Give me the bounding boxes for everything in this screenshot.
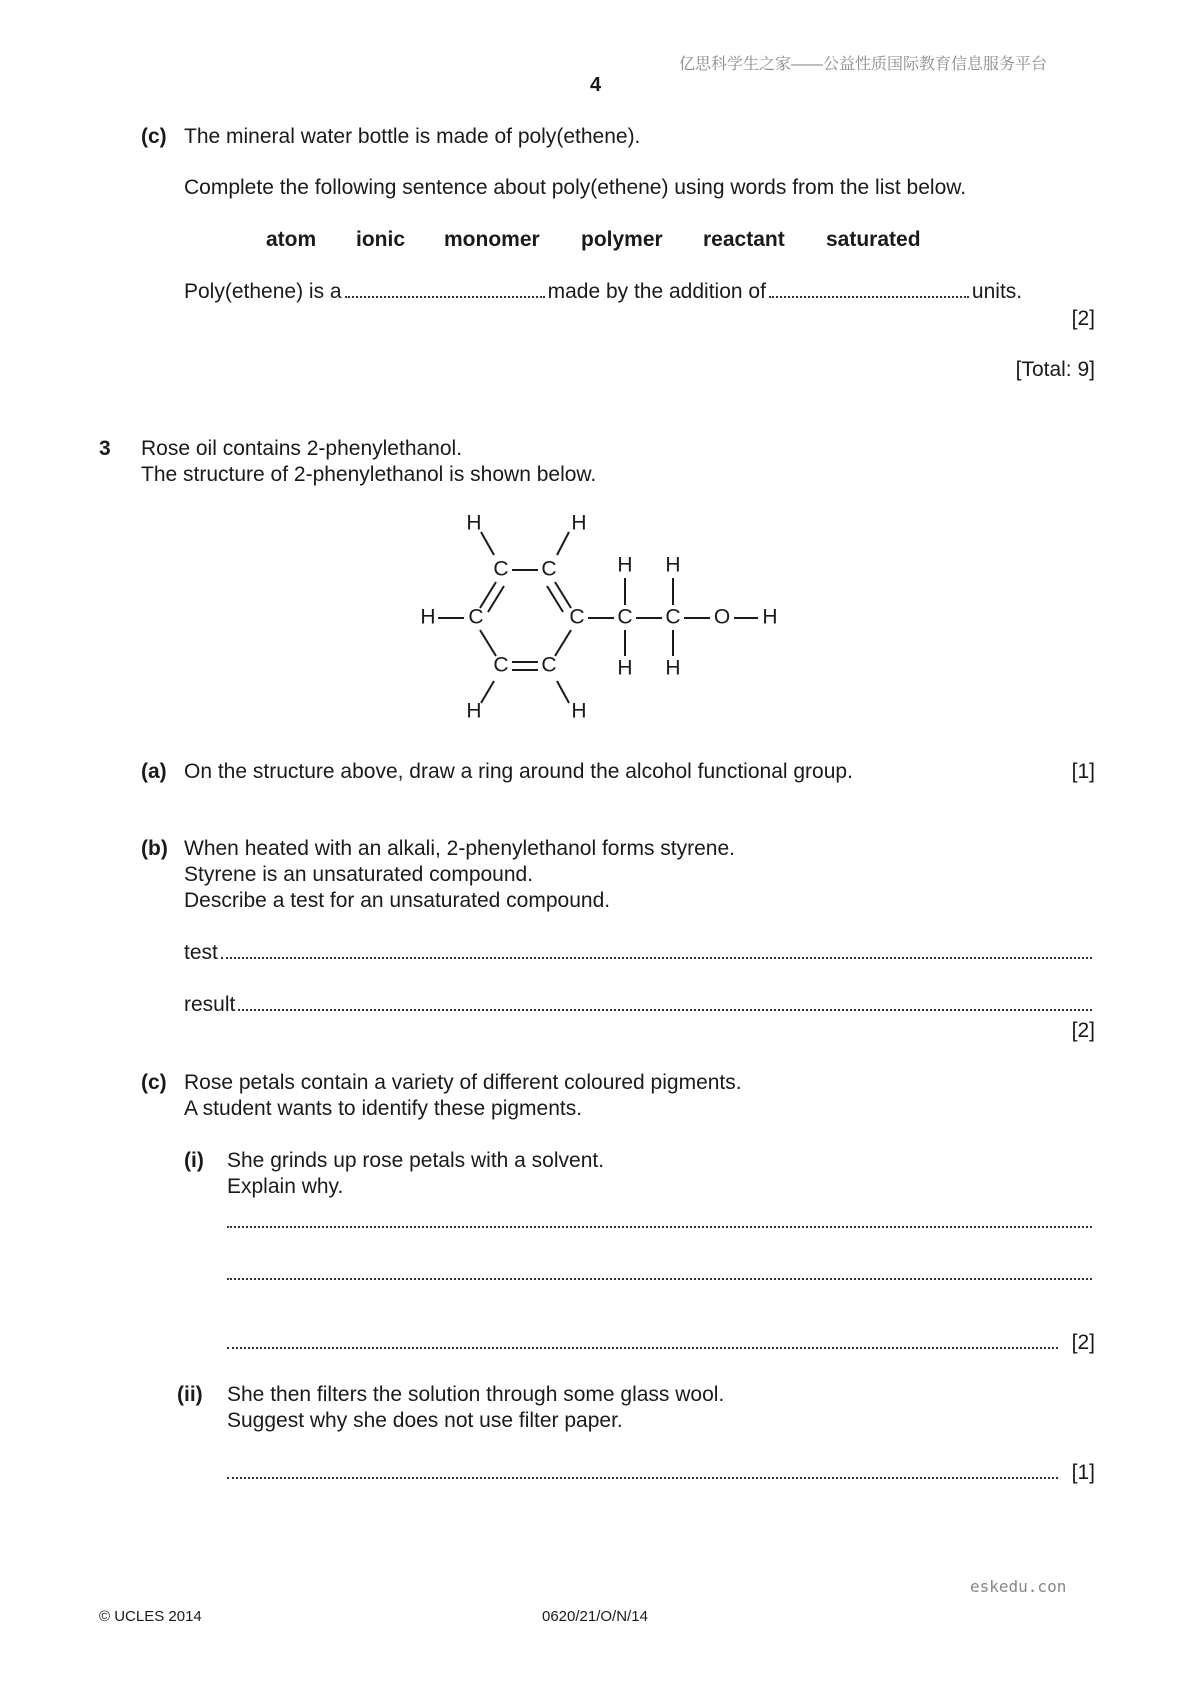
q2c-marks: [2] (1071, 307, 1095, 330)
sentence-part: units. (971, 280, 1023, 303)
answer-line[interactable] (238, 1009, 1092, 1011)
answer-dots[interactable] (227, 1477, 1058, 1479)
atom-h: H (466, 699, 482, 720)
q2c-sentence (184, 279, 1061, 305)
atom-h: H (571, 699, 587, 720)
q3ci-line1: She grinds up rose petals with a solvent. (227, 1149, 605, 1172)
word-list-item: ionic (356, 228, 406, 251)
answer-dots[interactable] (227, 1347, 1058, 1349)
answer-blank[interactable] (769, 296, 969, 298)
q2-total: [Total: 9] (1015, 358, 1095, 381)
answer-line[interactable] (227, 1460, 1095, 1486)
answer-line[interactable] (221, 957, 1092, 959)
q3ci-marks: [2] (1071, 1331, 1095, 1354)
q3c-label: (c) (141, 1071, 167, 1094)
q3b-result-line[interactable] (184, 992, 1095, 1018)
q3ci-line2: Explain why. (227, 1175, 344, 1198)
q3c-line2: A student wants to identify these pigments. (184, 1097, 583, 1120)
q2c-line2: Complete the following sentence about poly(ethene) using words from the list below. (184, 176, 967, 199)
atom-h: H (665, 656, 681, 680)
sentence-part: Poly(ethene) is a (184, 280, 342, 303)
q2c-line1: The mineral water bottle is made of poly(ethene). (184, 125, 641, 148)
page-number: 4 (590, 74, 602, 96)
atom-c: C (569, 605, 585, 629)
atom-c: C (541, 653, 557, 677)
answer-line[interactable] (227, 1226, 1095, 1233)
atom-h: H (571, 511, 587, 535)
atom-c: C (493, 557, 509, 581)
word-list-item: saturated (826, 228, 921, 251)
watermark-footer: eskedu.con (970, 1577, 1067, 1596)
q3b-test-line[interactable] (184, 940, 1095, 966)
q3a-marks: [1] (1071, 760, 1095, 783)
q3-intro-1: Rose oil contains 2-phenylethanol. (141, 437, 463, 460)
q3cii-line2: Suggest why she does not use filter paper. (227, 1409, 623, 1432)
atom-h: H (420, 605, 436, 629)
test-label: test (184, 941, 218, 964)
atom-h: H (617, 553, 633, 577)
q3a-label: (a) (141, 760, 167, 783)
answer-dots[interactable] (227, 1278, 1092, 1280)
atom-c: C (665, 605, 681, 629)
q3cii-label: (ii) (177, 1383, 203, 1406)
atom-h: H (762, 605, 778, 629)
footer-code: 0620/21/O/N/14 (542, 1608, 648, 1625)
q3cii-marks: [1] (1071, 1461, 1095, 1484)
atom-c: C (541, 557, 557, 581)
q3-number: 3 (99, 437, 111, 460)
q3b-line1: When heated with an alkali, 2-phenylethanol forms styrene. (184, 837, 735, 860)
q3a-text: On the structure above, draw a ring around the alcohol functional group. (184, 760, 853, 783)
word-list-item: monomer (444, 228, 540, 251)
result-label: result (184, 993, 236, 1016)
q2c-label: (c) (141, 125, 167, 148)
q3cii-line1: She then filters the solution through some glass wool. (227, 1383, 725, 1406)
sentence-part: made by the addition of (547, 280, 766, 303)
q3ci-label: (i) (184, 1149, 204, 1172)
atom-c: C (493, 653, 509, 677)
answer-line[interactable] (227, 1278, 1095, 1285)
q3-intro-2: The structure of 2-phenylethanol is shown below. (141, 463, 597, 486)
phenylethanol-structure (410, 505, 790, 720)
atom-h: H (466, 511, 482, 535)
q3b-line3: Describe a test for an unsaturated compound. (184, 889, 611, 912)
word-list-item: atom (266, 228, 317, 251)
atom-c: C (468, 605, 484, 629)
atom-h: H (665, 553, 681, 577)
q3b-line2: Styrene is an unsaturated compound. (184, 863, 534, 886)
watermark-header: 亿思科学生之家——公益性质国际教育信息服务平台 (679, 56, 1048, 73)
answer-dots[interactable] (227, 1226, 1092, 1228)
q3b-marks: [2] (1071, 1019, 1095, 1042)
q3c-line1: Rose petals contain a variety of different coloured pigments. (184, 1071, 742, 1094)
atom-o: O (713, 605, 731, 629)
answer-blank[interactable] (345, 296, 545, 298)
q3b-label: (b) (141, 837, 168, 860)
word-list-item: reactant (703, 228, 785, 251)
answer-line[interactable] (227, 1330, 1095, 1356)
atom-h: H (617, 656, 633, 680)
footer-copyright: © UCLES 2014 (99, 1608, 202, 1625)
word-list-item: polymer (581, 228, 663, 251)
atom-c: C (617, 605, 633, 629)
